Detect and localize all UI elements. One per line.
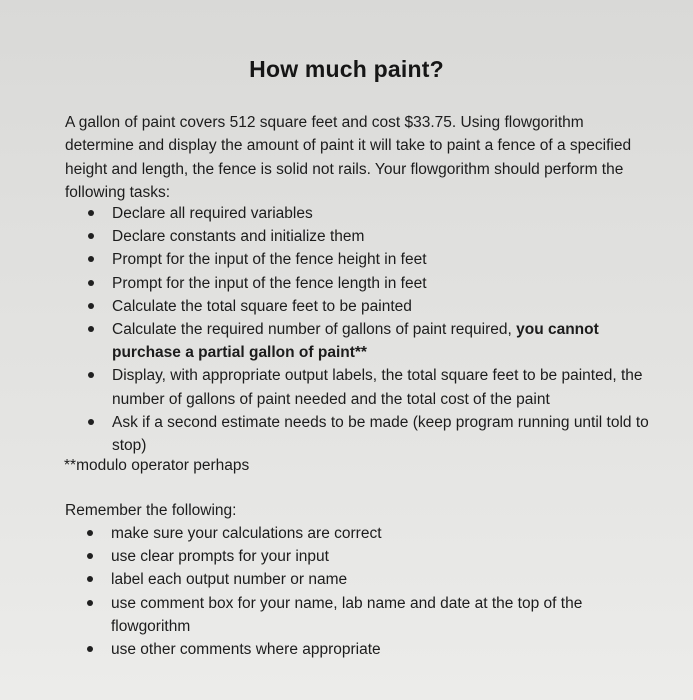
list-item (65, 225, 665, 248)
bullet-icon (87, 553, 93, 559)
bullet-icon (88, 210, 94, 216)
bullet-icon (87, 600, 93, 606)
task-text: Ask if a second estimate needs to be made (keep program running until told to stop) (112, 413, 649, 455)
list-item (64, 545, 664, 568)
list-item (65, 411, 665, 457)
intro-paragraph: A gallon of paint covers 512 square feet and cost $33.75. Using flowgorithm determine and display the amount of paint it will take to paint a fence of a specified height and length, the fence is solid not rails. Your flowgorithm should perform the following tasks: (65, 114, 632, 202)
remember-text: use other comments where appropriate (111, 641, 381, 659)
footnote: **modulo operator perhaps (64, 457, 250, 474)
remember-text: use comment box for your name, lab name and date at the top of the flowgorithm (111, 594, 583, 635)
remember-text: use clear prompts for your input (111, 548, 329, 566)
task-text: Declare all required variables (112, 205, 313, 222)
list-item (65, 202, 665, 225)
remember-text: make sure your calculations are correct (111, 525, 382, 542)
task-list (65, 202, 665, 457)
list-item (65, 318, 665, 364)
task-text: Prompt for the input of the fence height in feet (112, 251, 427, 269)
list-item (64, 638, 664, 661)
bullet-icon (87, 530, 93, 536)
list-item (64, 522, 664, 545)
bullet-icon (88, 280, 94, 286)
task-emphasis: you cannot purchase a partial gallon of paint** (112, 321, 599, 362)
page-title: How much paint? (249, 56, 444, 82)
list-item (64, 568, 664, 591)
remember-list (64, 522, 664, 661)
bullet-icon (87, 576, 93, 582)
list-item (65, 272, 665, 295)
bullet-icon (88, 419, 94, 425)
task-text: Display, with appropriate output labels, the total square feet to be painted, the number of gallons of paint needed and the total cost of the paint (112, 367, 643, 408)
bullet-icon (88, 326, 94, 332)
task-text: Declare constants and initialize them (112, 228, 365, 246)
bullet-icon (88, 303, 94, 309)
bullet-icon (88, 372, 94, 378)
list-item (65, 248, 665, 271)
bullet-icon (88, 233, 94, 239)
list-item (65, 364, 665, 410)
task-text: Prompt for the input of the fence length in feet (112, 274, 427, 292)
list-item (65, 295, 665, 318)
list-item (64, 592, 664, 638)
remember-heading: Remember the following: (65, 502, 237, 519)
task-text: Calculate the total square feet to be painted (112, 297, 412, 315)
task-text: Calculate the required number of gallons of paint required, (112, 321, 517, 339)
bullet-icon (87, 646, 93, 652)
remember-text: label each output number or name (111, 571, 348, 589)
bullet-icon (88, 256, 94, 262)
